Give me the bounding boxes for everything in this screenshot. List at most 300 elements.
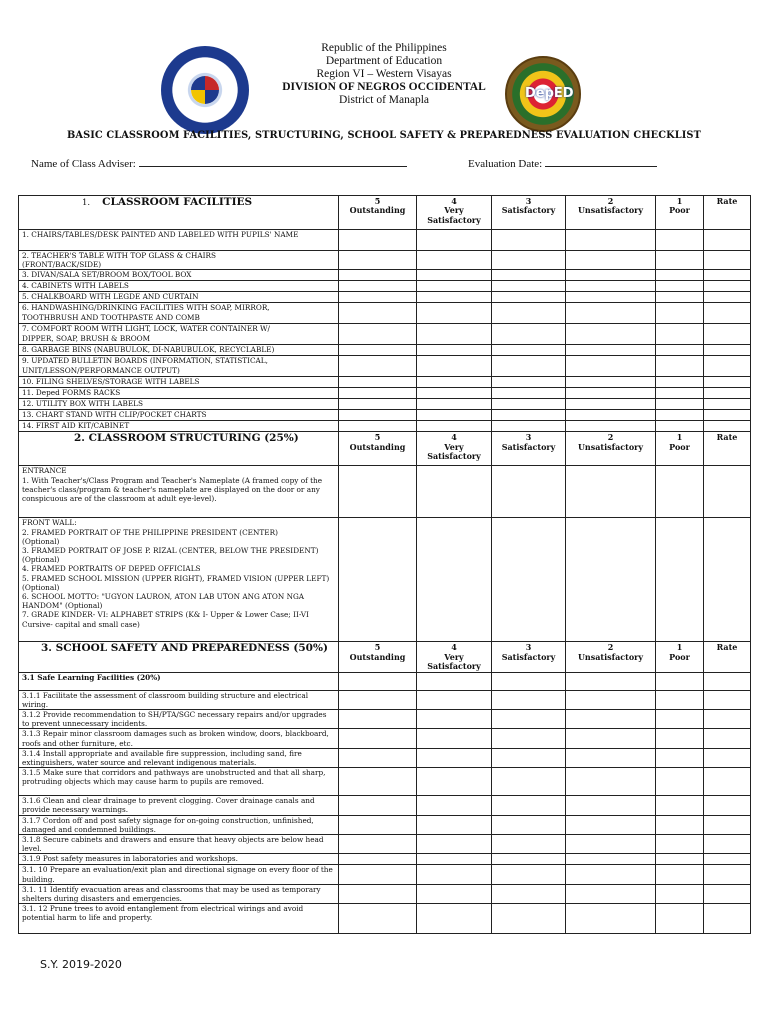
- rating-cell[interactable]: [417, 904, 492, 934]
- rating-cell[interactable]: [566, 399, 656, 410]
- rating-cell[interactable]: [492, 748, 566, 767]
- criterion-text: 3.1 Safe Learning Facilities (20%): [19, 672, 339, 690]
- rating-cell[interactable]: [656, 518, 704, 642]
- rating-cell[interactable]: [339, 292, 417, 303]
- rate-cell[interactable]: [704, 230, 751, 251]
- rating-header-1: [656, 196, 704, 230]
- rating-cell[interactable]: [492, 796, 566, 815]
- rating-cell[interactable]: [417, 796, 492, 815]
- facility-item-row: [19, 251, 751, 270]
- rating-cell[interactable]: [492, 835, 566, 854]
- rating-number: 2: [607, 642, 614, 653]
- criterion-text: 3.1.2 Provide recommendation to SH/PTA/SGC necessary repairs and/or upgrades to prevent unnecessary incidents.: [19, 710, 339, 729]
- checklist-title: BASIC CLASSROOM FACILITIES, STRUCTURING, SCHOOL SAFETY & PREPAREDNESS EVALUATION CHECKLIST: [66, 130, 701, 141]
- section-title: CLASSROOM FACILITIES: [102, 196, 253, 208]
- rating-number: 2: [607, 196, 614, 206]
- rating-cell[interactable]: [566, 281, 656, 292]
- rate-cell[interactable]: [704, 796, 751, 815]
- rating-cell[interactable]: [417, 729, 492, 748]
- rating-cell[interactable]: [656, 324, 704, 345]
- rate-cell[interactable]: [704, 421, 751, 432]
- rating-label: Poor: [669, 651, 690, 662]
- rating-cell[interactable]: [339, 388, 417, 399]
- rating-number: 4: [451, 196, 457, 206]
- structuring-entrance-row: [19, 466, 751, 518]
- safety-item-row: [19, 710, 751, 729]
- rating-cell[interactable]: [417, 356, 492, 377]
- evaluation-date-field[interactable]: [468, 156, 657, 170]
- rate-cell[interactable]: [704, 835, 751, 854]
- rating-cell[interactable]: [566, 815, 656, 834]
- section-number: 1.: [82, 198, 91, 208]
- rating-cell[interactable]: [566, 270, 656, 281]
- rating-cell[interactable]: [339, 399, 417, 410]
- header-line-republic: Republic of the Philippines: [321, 42, 447, 54]
- rating-cell[interactable]: [339, 729, 417, 748]
- rating-cell[interactable]: [417, 303, 492, 324]
- rating-cell[interactable]: [339, 303, 417, 324]
- rate-cell[interactable]: [704, 251, 751, 270]
- rating-label: Unsatisfactory: [577, 651, 644, 662]
- rating-cell[interactable]: [417, 230, 492, 251]
- district-seal-logo: DepED: [505, 56, 581, 132]
- evaluation-date-blank[interactable]: [545, 156, 657, 167]
- rating-cell[interactable]: [656, 729, 704, 748]
- rating-cell[interactable]: [656, 292, 704, 303]
- rating-cell[interactable]: [492, 270, 566, 281]
- rating-cell[interactable]: [492, 292, 566, 303]
- rating-cell[interactable]: [417, 270, 492, 281]
- rating-cell[interactable]: [492, 729, 566, 748]
- class-adviser-field[interactable]: [31, 156, 407, 170]
- rating-cell[interactable]: [566, 854, 656, 865]
- rating-header-1: [656, 642, 704, 672]
- criterion-text: 1. CHAIRS/TABLES/DESK PAINTED AND LABELED WITH PUPILS' NAME: [19, 230, 339, 251]
- rating-cell[interactable]: [656, 356, 704, 377]
- criterion-text: 8. GARBAGE BINS (NABUBULOK, DI-NABUBULOK, RECYCLABLE): [19, 345, 339, 356]
- facility-item-row: [19, 421, 751, 432]
- rating-cell[interactable]: [566, 518, 656, 642]
- rating-cell[interactable]: [656, 377, 704, 388]
- rating-cell[interactable]: [492, 710, 566, 729]
- class-adviser-blank[interactable]: [139, 156, 407, 167]
- rating-cell[interactable]: [566, 768, 656, 796]
- facility-item-row: [19, 345, 751, 356]
- rating-number: 3: [525, 196, 532, 206]
- facility-item-row: [19, 230, 751, 251]
- rating-cell[interactable]: [417, 399, 492, 410]
- criterion-text: 10. FILING SHELVES/STORAGE WITH LABELS: [19, 377, 339, 388]
- rating-cell[interactable]: [339, 768, 417, 796]
- rating-cell[interactable]: [566, 251, 656, 270]
- rating-cell[interactable]: [417, 672, 492, 690]
- rating-cell[interactable]: [339, 356, 417, 377]
- rating-cell[interactable]: [417, 410, 492, 421]
- rate-cell[interactable]: [704, 281, 751, 292]
- rating-cell[interactable]: [417, 324, 492, 345]
- safety-item-row: [19, 865, 751, 884]
- rating-cell[interactable]: [566, 710, 656, 729]
- rating-header-3: [492, 196, 566, 230]
- criterion-text: 12. UTILITY BOX WITH LABELS: [19, 399, 339, 410]
- rating-cell[interactable]: [339, 748, 417, 767]
- rating-cell[interactable]: [492, 904, 566, 934]
- criterion-text: 3.1.7 Cordon off and post safety signage for on-going construction, unfinished, damaged and condemned buildings.: [19, 815, 339, 834]
- rating-cell[interactable]: [417, 815, 492, 834]
- rating-header-4: [417, 196, 492, 230]
- rating-cell[interactable]: [492, 356, 566, 377]
- deped-seal-logo: [161, 46, 249, 134]
- rating-cell[interactable]: [417, 865, 492, 884]
- rating-cell[interactable]: [492, 854, 566, 865]
- rate-cell[interactable]: [704, 854, 751, 865]
- rating-cell[interactable]: [492, 281, 566, 292]
- rating-cell[interactable]: [339, 672, 417, 690]
- rating-cell[interactable]: [656, 399, 704, 410]
- section-title-cell: [19, 432, 339, 466]
- rate-cell[interactable]: [704, 292, 751, 303]
- rate-cell[interactable]: [704, 865, 751, 884]
- safety-item-row: [19, 835, 751, 854]
- rate-cell[interactable]: [704, 710, 751, 729]
- rating-cell[interactable]: [417, 690, 492, 709]
- facility-item-row: [19, 292, 751, 303]
- rating-cell[interactable]: [417, 281, 492, 292]
- rating-cell[interactable]: [492, 421, 566, 432]
- rating-cell[interactable]: [417, 518, 492, 642]
- rating-cell[interactable]: [339, 377, 417, 388]
- rating-cell[interactable]: [566, 904, 656, 934]
- rating-cell[interactable]: [566, 356, 656, 377]
- rating-cell[interactable]: [492, 518, 566, 642]
- rating-cell[interactable]: [656, 854, 704, 865]
- structuring-front-wall-row: [19, 518, 751, 642]
- rating-cell[interactable]: [339, 345, 417, 356]
- rating-cell[interactable]: [656, 410, 704, 421]
- rating-label: Outstanding: [349, 205, 406, 216]
- rating-cell[interactable]: [656, 815, 704, 834]
- rating-cell[interactable]: [566, 865, 656, 884]
- rate-header: Rate: [704, 196, 751, 230]
- rating-cell[interactable]: [566, 748, 656, 767]
- rating-cell[interactable]: [566, 377, 656, 388]
- facility-item-row: [19, 388, 751, 399]
- safety-item-row: [19, 768, 751, 796]
- rating-cell[interactable]: [656, 421, 704, 432]
- rating-cell[interactable]: [492, 388, 566, 399]
- rating-cell[interactable]: [339, 324, 417, 345]
- rating-number: 1: [676, 196, 683, 206]
- rating-header-1: [656, 432, 704, 466]
- rating-header-3: [492, 432, 566, 466]
- rating-cell[interactable]: [566, 345, 656, 356]
- rating-cell[interactable]: [656, 388, 704, 399]
- criterion-text: ENTRANCE 1. With Teacher's/Class Program and Teacher's Nameplate (A framed copy of the teacher's class/program & teacher's nameplate are displayed on the door or any conspicuous are of the classroom at adult eye-level).: [19, 466, 339, 518]
- rating-cell[interactable]: [566, 690, 656, 709]
- rating-cell[interactable]: [656, 230, 704, 251]
- rate-cell[interactable]: [704, 904, 751, 934]
- section-2-header-row: [19, 432, 751, 466]
- rating-cell[interactable]: [339, 690, 417, 709]
- rating-cell[interactable]: [656, 690, 704, 709]
- class-adviser-label: Name of Class Adviser:: [31, 158, 136, 170]
- rating-cell[interactable]: [339, 466, 417, 518]
- safety-item-row: [19, 884, 751, 903]
- facility-item-row: [19, 377, 751, 388]
- section-title: 2. CLASSROOM STRUCTURING (25%): [74, 432, 299, 445]
- rating-cell[interactable]: [339, 815, 417, 834]
- rating-number: 1: [676, 432, 683, 443]
- rate-cell[interactable]: [704, 356, 751, 377]
- rate-cell[interactable]: [704, 345, 751, 356]
- rating-cell[interactable]: [417, 421, 492, 432]
- safety-item-row: [19, 796, 751, 815]
- rating-cell[interactable]: [492, 466, 566, 518]
- rating-cell[interactable]: [339, 865, 417, 884]
- rating-header-2: [566, 196, 656, 230]
- rate-cell[interactable]: [704, 815, 751, 834]
- facility-item-row: [19, 303, 751, 324]
- rate-cell[interactable]: [704, 884, 751, 903]
- rating-cell[interactable]: [492, 884, 566, 903]
- criterion-text: 6. HANDWASHING/DRINKING FACILITIES WITH SOAP, MIRROR, TOOTHBRUSH AND TOOTHPASTE AND COMB: [19, 303, 339, 324]
- rating-cell[interactable]: [492, 377, 566, 388]
- rating-cell[interactable]: [656, 835, 704, 854]
- facility-item-row: [19, 399, 751, 410]
- rating-cell[interactable]: [566, 835, 656, 854]
- section-3-header-row: [19, 642, 751, 672]
- safety-item-row: [19, 854, 751, 865]
- safety-item-row: [19, 748, 751, 767]
- rating-cell[interactable]: [339, 270, 417, 281]
- rate-cell[interactable]: [704, 768, 751, 796]
- criterion-text: 14. FIRST AID KIT/CABINET: [19, 421, 339, 432]
- rating-cell[interactable]: [339, 835, 417, 854]
- criterion-text: 11. Deped FORMS RACKS: [19, 388, 339, 399]
- rating-cell[interactable]: [339, 904, 417, 934]
- rating-cell[interactable]: [339, 884, 417, 903]
- facility-item-row: [19, 281, 751, 292]
- rating-header-2: [566, 642, 656, 672]
- rating-cell[interactable]: [339, 518, 417, 642]
- rating-label: Very Satisfactory: [427, 651, 481, 672]
- rating-cell[interactable]: [656, 251, 704, 270]
- rate-cell[interactable]: [704, 388, 751, 399]
- rate-header: Rate: [704, 642, 751, 672]
- criterion-text: 3.1. 12 Prune trees to avoid entanglement from electrical wirings and avoid potential harm to life and property.: [19, 904, 339, 934]
- section-title-cell: [19, 196, 339, 230]
- rating-cell[interactable]: [339, 710, 417, 729]
- facility-item-row: [19, 410, 751, 421]
- header-line-district: District of Manapla: [338, 94, 430, 106]
- rating-cell[interactable]: [339, 421, 417, 432]
- rating-label: Satisfactory: [501, 651, 556, 662]
- rate-header: Rate: [704, 432, 751, 466]
- header-line-region: Region VI – Western Visayas: [316, 68, 452, 80]
- rating-cell[interactable]: [339, 230, 417, 251]
- criterion-text: 3. DIVAN/SALA SET/BROOM BOX/TOOL BOX: [19, 270, 339, 281]
- rating-cell[interactable]: [339, 281, 417, 292]
- rating-cell[interactable]: [656, 904, 704, 934]
- rating-label: Satisfactory: [501, 441, 556, 452]
- rating-cell[interactable]: [492, 303, 566, 324]
- rating-cell[interactable]: [566, 324, 656, 345]
- rate-cell[interactable]: [704, 672, 751, 690]
- rating-cell[interactable]: [417, 377, 492, 388]
- rating-header-5: [339, 196, 417, 230]
- section-title-cell: [19, 642, 339, 672]
- criterion-text: 3.1.1 Facilitate the assessment of classroom building structure and electrical wiring.: [19, 690, 339, 709]
- safety-item-row: [19, 690, 751, 709]
- rate-cell[interactable]: [704, 399, 751, 410]
- rate-cell[interactable]: [704, 303, 751, 324]
- rating-header-4: [417, 642, 492, 672]
- rating-cell[interactable]: [566, 303, 656, 324]
- rate-cell[interactable]: [704, 518, 751, 642]
- rating-header-2: [566, 432, 656, 466]
- rating-number: 5: [374, 432, 381, 443]
- rating-cell[interactable]: [339, 796, 417, 815]
- criterion-text: 3.1.5 Make sure that corridors and pathways are unobstructed and that all sharp, protruding objects which may cause harm to pupils are removed.: [19, 768, 339, 796]
- rating-cell[interactable]: [492, 251, 566, 270]
- rating-number: 2: [607, 432, 614, 443]
- rating-label: Poor: [669, 205, 690, 216]
- rating-cell[interactable]: [492, 410, 566, 421]
- rating-cell[interactable]: [417, 854, 492, 865]
- rating-cell[interactable]: [417, 835, 492, 854]
- rating-cell[interactable]: [417, 388, 492, 399]
- rate-cell[interactable]: [704, 729, 751, 748]
- rating-cell[interactable]: [339, 251, 417, 270]
- facility-item-row: [19, 270, 751, 281]
- rating-cell[interactable]: [417, 466, 492, 518]
- rating-header-4: [417, 432, 492, 466]
- rating-cell[interactable]: [656, 303, 704, 324]
- rating-cell[interactable]: [339, 854, 417, 865]
- rating-number: 3: [525, 642, 532, 653]
- rating-header-5: [339, 432, 417, 466]
- rating-cell[interactable]: [656, 865, 704, 884]
- rating-cell[interactable]: [417, 768, 492, 796]
- rating-cell[interactable]: [656, 270, 704, 281]
- criterion-text: 3.1. 10 Prepare an evaluation/exit plan and directional signage on every floor of the building.: [19, 865, 339, 884]
- rating-cell[interactable]: [492, 865, 566, 884]
- rating-cell[interactable]: [656, 768, 704, 796]
- rating-cell[interactable]: [417, 292, 492, 303]
- safety-item-row: [19, 904, 751, 934]
- rating-cell[interactable]: [417, 251, 492, 270]
- rating-cell[interactable]: [656, 281, 704, 292]
- rating-cell[interactable]: [656, 796, 704, 815]
- rating-header-3: [492, 642, 566, 672]
- rating-cell[interactable]: [492, 399, 566, 410]
- rating-cell[interactable]: [492, 672, 566, 690]
- rate-cell[interactable]: [704, 377, 751, 388]
- rating-label: Outstanding: [349, 651, 406, 662]
- rating-cell[interactable]: [566, 410, 656, 421]
- rating-cell[interactable]: [566, 796, 656, 815]
- section-title: 3. SCHOOL SAFETY AND PREPAREDNESS (50%): [41, 642, 328, 655]
- rating-cell[interactable]: [656, 345, 704, 356]
- criterion-text: 3.1.9 Post safety measures in laboratories and workshops.: [19, 854, 339, 865]
- rate-cell[interactable]: [704, 748, 751, 767]
- rating-cell[interactable]: [566, 421, 656, 432]
- safe-learning-subtitle-row: [19, 672, 751, 690]
- rating-label: Satisfactory: [501, 205, 556, 216]
- rating-cell[interactable]: [566, 672, 656, 690]
- rating-cell[interactable]: [492, 815, 566, 834]
- criterion-text: 2. TEACHER'S TABLE WITH TOP GLASS & CHAIRS (FRONT/BACK/SIDE): [19, 251, 339, 270]
- header-line-division: DIVISION OF NEGROS OCCIDENTAL: [282, 81, 486, 93]
- criterion-text: 5. CHALKBOARD WITH LEGDE AND CURTAIN: [19, 292, 339, 303]
- rating-cell[interactable]: [566, 884, 656, 903]
- rating-label: Very Satisfactory: [427, 205, 481, 225]
- section-1-header-row: [19, 196, 751, 230]
- facility-item-row: [19, 356, 751, 377]
- rating-number: 1: [676, 642, 683, 653]
- criterion-text: 3.1.3 Repair minor classroom damages such as broken window, doors, blackboard, roofs and other furniture, etc.: [19, 729, 339, 748]
- rating-cell[interactable]: [417, 748, 492, 767]
- rating-cell[interactable]: [566, 292, 656, 303]
- rating-cell[interactable]: [417, 345, 492, 356]
- rating-cell[interactable]: [566, 729, 656, 748]
- rating-header-5: [339, 642, 417, 672]
- rating-cell[interactable]: [656, 884, 704, 903]
- criterion-text: 3.1.4 Install appropriate and available fire suppression, including sand, fire extinguishers, water source and relevant indigenous materials.: [19, 748, 339, 767]
- header-line-department: Department of Education: [325, 55, 443, 67]
- criterion-text: 3.1. 11 Identify evacuation areas and classrooms that may be used as temporary shelters during disasters and emergencies.: [19, 884, 339, 903]
- rate-cell[interactable]: [704, 690, 751, 709]
- rating-cell[interactable]: [492, 345, 566, 356]
- rating-cell[interactable]: [656, 672, 704, 690]
- rating-cell[interactable]: [492, 768, 566, 796]
- rating-cell[interactable]: [417, 884, 492, 903]
- rating-cell[interactable]: [566, 466, 656, 518]
- rating-cell[interactable]: [492, 324, 566, 345]
- criterion-text: 9. UPDATED BULLETIN BOARDS (INFORMATION, STATISTICAL, UNIT/LESSON/PERFORMANCE OUTPUT): [19, 356, 339, 377]
- evaluation-checklist-table: [18, 195, 751, 934]
- rating-cell[interactable]: [566, 230, 656, 251]
- facility-item-row: [19, 324, 751, 345]
- rating-label: Unsatisfactory: [577, 441, 644, 452]
- criterion-text: FRONT WALL: 2. FRAMED PORTRAIT OF THE PHILIPPINE PRESIDENT (CENTER) (Optional) 3. FRAMED PORTRAIT OF JOSE P. RIZAL (CENTER, BELOW THE PRESIDENT) (Optional) 4. FRAMED PORTRAITS OF DEPED OFFICIALS 5. FRAMED SCHOOL MISSION (UPPER RIGHT), FRAMED VISION (UPPER LEFT) (Optional) 6. SCHOOL MOTTO: "UGYON LAURON, ATON LAB UTON ANG ATON NGA HANDOM" (Optional) 7. GRADE KINDER- VI: ALPHABET STRIPS (K& I- Upper & Lower Case; II-VI Cursive- capital and small case): [19, 518, 339, 642]
- safety-item-row: [19, 815, 751, 834]
- rating-cell[interactable]: [656, 466, 704, 518]
- rate-cell[interactable]: [704, 270, 751, 281]
- rating-number: 3: [525, 432, 532, 443]
- criterion-text: 3.1.6 Clean and clear drainage to prevent clogging. Cover drainage canals and provide necessary warnings.: [19, 796, 339, 815]
- rating-label: Very Satisfactory: [427, 441, 481, 462]
- evaluation-date-label: Evaluation Date:: [468, 158, 543, 170]
- rate-cell[interactable]: [704, 324, 751, 345]
- rating-cell[interactable]: [339, 410, 417, 421]
- criterion-text: 7. COMFORT ROOM WITH LIGHT, LOCK, WATER CONTAINER W/ DIPPER, SOAP, BRUSH & BROOM: [19, 324, 339, 345]
- criterion-text: 3.1.8 Secure cabinets and drawers and ensure that heavy objects are below head level.: [19, 835, 339, 854]
- criterion-text: 4. CABINETS WITH LABELS: [19, 281, 339, 292]
- rating-cell[interactable]: [656, 748, 704, 767]
- rating-number: 4: [451, 642, 457, 653]
- rate-cell[interactable]: [704, 410, 751, 421]
- rating-cell[interactable]: [566, 388, 656, 399]
- rating-cell[interactable]: [492, 690, 566, 709]
- rate-cell[interactable]: [704, 466, 751, 518]
- rating-cell[interactable]: [417, 710, 492, 729]
- criterion-text: 13. CHART STAND WITH CLIP/POCKET CHARTS: [19, 410, 339, 421]
- rating-number: 4: [451, 432, 457, 443]
- rating-cell[interactable]: [656, 710, 704, 729]
- safety-item-row: [19, 729, 751, 748]
- rating-cell[interactable]: [492, 230, 566, 251]
